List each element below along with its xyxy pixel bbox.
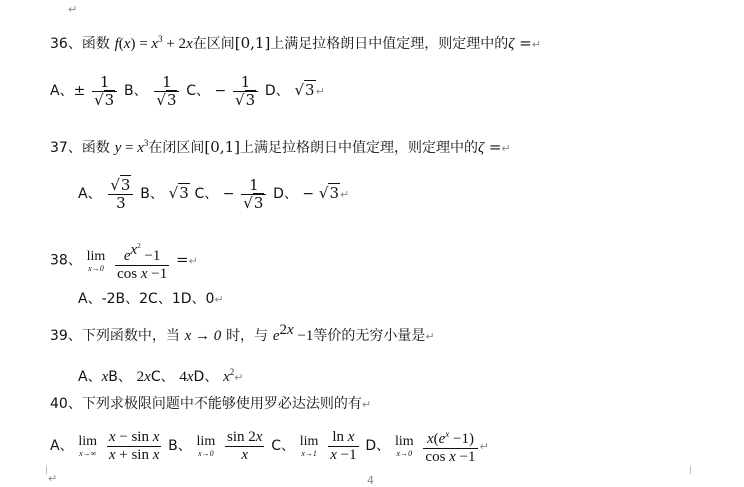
formula: $e^{2x} -1$	[272, 322, 314, 344]
interval: [0,1]	[204, 138, 240, 156]
zeta-symbol: ζ	[508, 36, 515, 52]
formula: 4x	[179, 369, 194, 385]
question-text: 上满足拉格朗日中值定理，则定理中的	[239, 140, 478, 156]
equals: =	[171, 250, 189, 269]
fraction: $\frac{\text{ln x}}{x -1}$	[330, 428, 357, 463]
paragraph-mark: ↵	[361, 398, 372, 411]
formula: 2x	[136, 369, 151, 385]
limit: lim x→∞	[78, 434, 98, 458]
limit: lim x→0	[196, 434, 216, 458]
option-b-label: B、	[108, 369, 132, 385]
question-36	[50, 29, 541, 55]
equals: =	[514, 34, 532, 52]
paragraph-mark: ↵	[340, 188, 350, 201]
paragraph-mark: ↵	[214, 293, 224, 306]
question-number: 40、	[50, 396, 82, 412]
sqrt-3: √3	[168, 184, 189, 202]
option-b-label: B、	[140, 186, 164, 202]
options-text: A、-2B、2C、1D、0	[78, 291, 215, 307]
paragraph-mark: ↵	[188, 254, 198, 268]
paragraph-mark: ↵	[501, 142, 511, 155]
question-text: 等价的无穷小量是	[313, 328, 426, 344]
paragraph-mark: ↵	[531, 38, 541, 51]
paragraph-mark: ↵	[315, 85, 325, 98]
question-text: 函数	[81, 36, 110, 52]
fraction: $\frac{√3}{3}$	[108, 177, 133, 212]
formula: x	[101, 369, 109, 385]
page-corner-mark	[690, 466, 699, 474]
question-40	[50, 394, 371, 415]
zeta-symbol: ζ	[477, 140, 485, 156]
question-text: 上满足拉格朗日中值定理，则定理中的	[270, 36, 509, 52]
options-39	[78, 362, 244, 388]
options-37	[78, 173, 349, 213]
option-a-label: A、	[78, 369, 102, 385]
question-number: 37、	[50, 140, 82, 156]
option-c-label: C、	[150, 369, 175, 385]
option-d-label: D、 −	[273, 186, 315, 202]
option-b-label: B、	[168, 438, 192, 454]
paragraph-mark: ↵	[479, 440, 489, 453]
option-b-label: B、	[123, 83, 148, 99]
paragraph-mark: ↵	[234, 371, 244, 384]
options-40	[50, 424, 489, 466]
options-36	[50, 70, 325, 110]
question-38	[50, 238, 198, 280]
formula: $y = x^3$	[114, 138, 149, 156]
page-number: 4	[367, 474, 374, 487]
interval: [0,1]	[234, 34, 271, 52]
option-a-label: A、±	[50, 83, 86, 99]
fraction: $\frac{\sin 2x}{x}$	[227, 428, 263, 463]
option-a-label: A、	[50, 438, 74, 454]
option-c-label: C、 −	[186, 83, 227, 99]
limit: lim x→0	[394, 434, 414, 458]
fraction: $\frac{1}{√3}$	[241, 177, 266, 212]
fraction: $\frac{\text{x − sin x}}{\text{x + sin x}}$	[108, 428, 160, 463]
paragraph-mark: ↵	[425, 330, 435, 343]
formula: $x^2$	[223, 367, 235, 385]
fraction: $\frac{x(e^x -1)}{\text{cos x −1}}$	[423, 426, 477, 466]
page-corner-mark	[38, 466, 47, 474]
question-text: 在区间	[192, 36, 235, 52]
question-number: 39、	[50, 328, 82, 344]
question-39	[50, 320, 435, 347]
question-number: 36、	[50, 36, 82, 52]
paragraph-mark: ↵	[68, 3, 78, 16]
question-text: 在闭区间	[148, 140, 205, 156]
question-37	[50, 133, 511, 159]
question-text: 时，与	[226, 328, 269, 344]
fraction: $\frac{e^{x^2} -1}{\text{cos x −1}}$	[115, 238, 169, 283]
option-d-label: D、	[365, 438, 391, 454]
question-number: 38、	[50, 252, 82, 269]
limit: lim x→1	[299, 434, 319, 458]
sqrt-3: √3	[294, 81, 315, 99]
paragraph-mark: ↵	[48, 472, 58, 485]
option-a-label: A、	[78, 186, 102, 202]
fraction: $\frac{1}{√3}$	[233, 74, 258, 109]
fraction: $\frac{1}{√3}$	[154, 74, 179, 109]
sqrt-3: √3	[318, 184, 340, 202]
equals: =	[484, 138, 502, 156]
question-text: 下列求极限问题中不能够使用罗必达法则的有	[81, 396, 362, 412]
formula: x → 0	[184, 328, 222, 344]
question-text: 函数	[81, 140, 110, 156]
fraction: $\frac{1}{√3}$	[92, 74, 117, 109]
options-38	[78, 289, 224, 310]
option-d-label: D、	[193, 369, 219, 385]
option-c-label: C、 −	[194, 186, 235, 202]
limit: lim x→0	[86, 248, 106, 273]
option-d-label: D、	[264, 83, 290, 99]
question-text: 下列函数中，当	[81, 328, 180, 344]
formula: $f(x) = x^3 + 2x$	[114, 34, 193, 52]
option-c-label: C、	[271, 438, 295, 454]
